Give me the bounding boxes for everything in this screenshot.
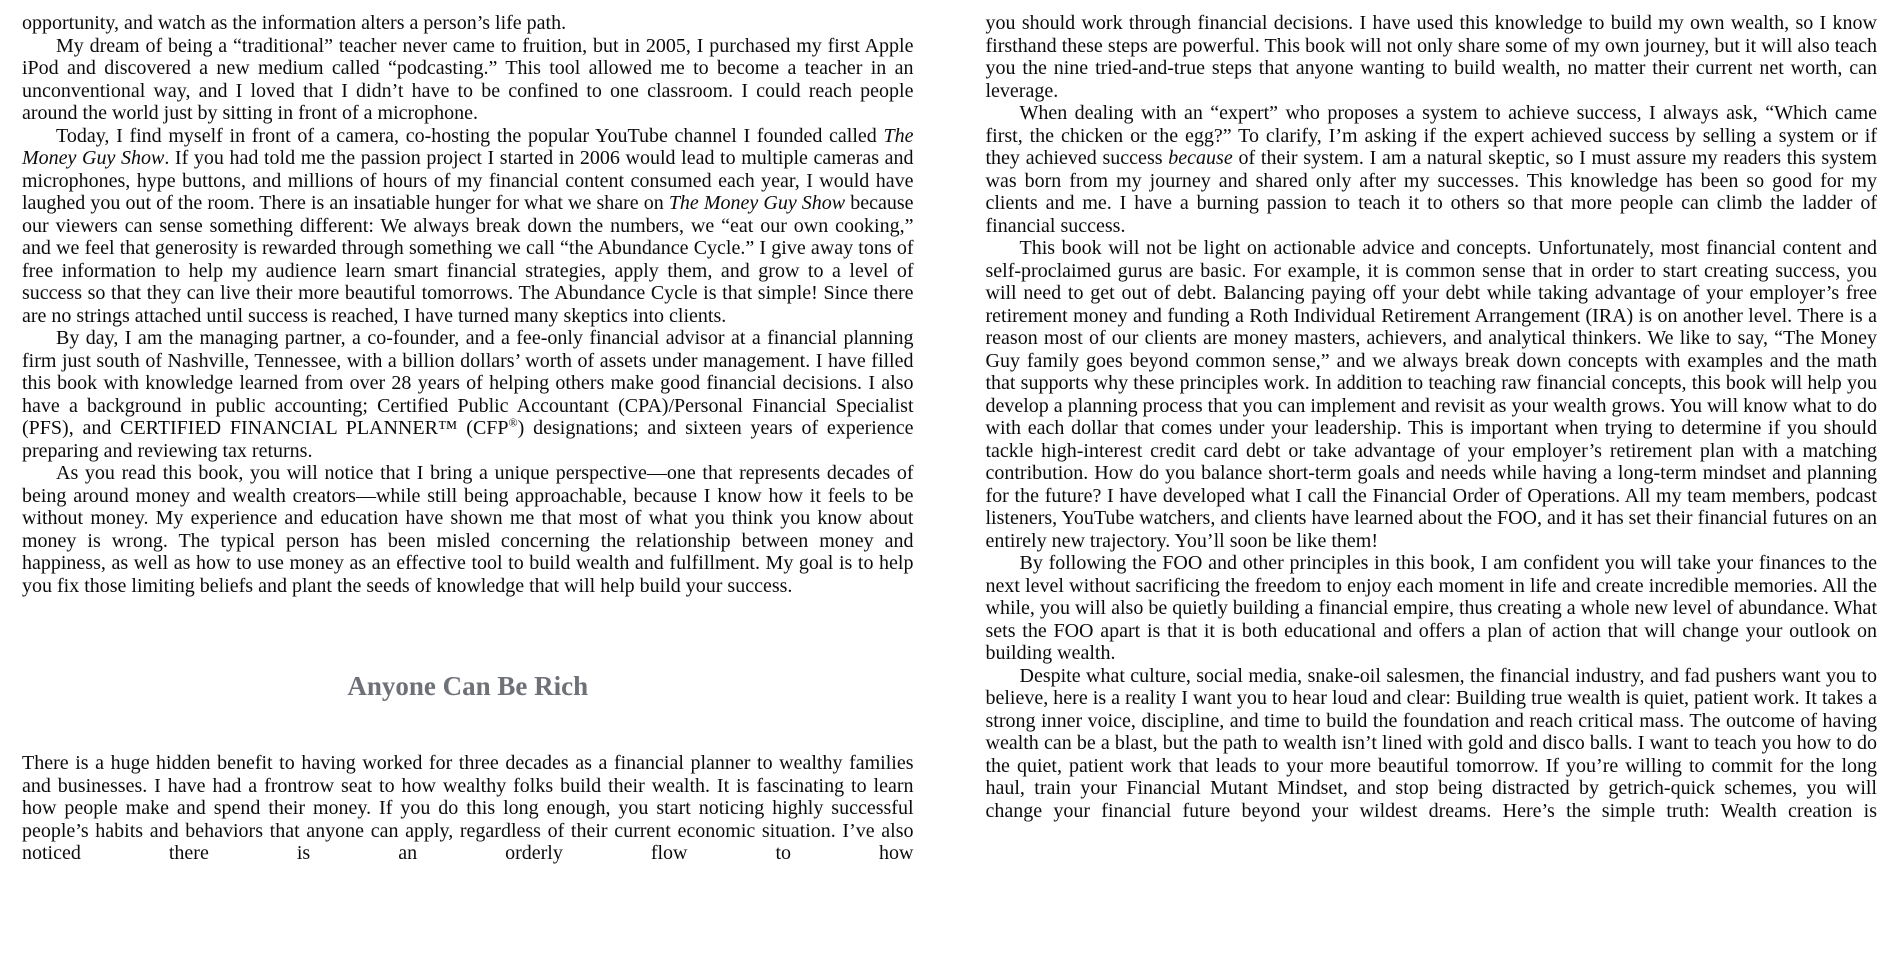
paragraph: This book will not be light on actionable advice and concepts. Unfortunately, most financial content and self-proclaimed gurus are basic. For example, it is common sense that in order to start creating success, you will need to get out of debt. Balancing paying off your debt while taking advantage of your employer’s free retirement money and funding a Roth Individual Retirement Arrangement (IRA) is on another level. There is a reason most of our clients are money masters, achievers, and analytical thinkers. We like to say, “The Money Guy family goes beyond common sense,” and we always break down concepts with examples and the math that supports why these principles work. In addition to teaching raw financial concepts, this book will help you develop a planning process that you can implement and revisit as your wealth grows. You will know what to do with each dollar that comes under your leadership. This is important when trying to determine if you should tackle high-interest credit card debt or take advantage of your employer’s retirement plan with a matching contribution. How do you balance short-term goals and needs while having a long-term mindset and planning for the future? I have developed what I call the Financial Order of Operations. All my team members, podcast listeners, YouTube watchers, and clients have learned about the FOO, and it has set their financial futures on an entirely new trajectory. You’ll soon be like them!: [985, 237, 1878, 552]
paragraph: When dealing with an “expert” who proposes a system to achieve success, I always ask, “Which came first, the chicken or the egg?” To clarify, I’m asking if the expert achieved success by selling a system or if they achieved success because of their system. I am a natural skeptic, so I must assure my readers this system was born from my journey and shared only after my successes. This knowledge has been so good for my clients and me. I have a burning passion to teach it to others so that more people can climb the ladder of financial success.: [985, 102, 1877, 237]
left-page-column: [22, 12, 914, 969]
paragraph: opportunity, and watch as the information alters a person’s life path.: [22, 12, 567, 34]
right-page-column: [986, 12, 1878, 969]
italic-text: The Money Guy Show: [668, 192, 846, 214]
superscript-symbol: ®: [508, 415, 518, 430]
paragraph: By following the FOO and other principles in this book, I am confident you will take your finances to the next level without sacrificing the freedom to enjoy each moment in life and create incredible memories. All the while, you will also be quietly building a financial empire, thus creating a whole new level of abundance. What sets the FOO apart is that it is both educational and offers a plan of action that will change your outlook on building wealth.: [985, 552, 1877, 664]
paragraph: you should work through financial decisions. I have used this knowledge to build my own wealth, so I know firsthand these steps are powerful. This book will not only share some of my own journey, but it will also teach you the nine tried-and-true steps that anyone wanting to build wealth, no matter their current net worth, can leverage.: [985, 12, 1877, 102]
paragraph: My dream of being a “traditional” teacher never came to fruition, but in 2005, I purchased my first Apple iPod and discovered a new medium called “podcasting.” This tool allowed me to become a teacher in an unconventional way, and I loved that I didn’t have to be confined to one classroom. I could reach people around the world just by sitting in front of a microphone.: [22, 34, 914, 124]
paragraph: Despite what culture, social media, snake-oil salesmen, the financial industry, and fad pushers want you to believe, here is a reality I want you to hear loud and clear: Building true wealth is quiet, patient work. It takes a strong inner voice, discipline, and time to build the foundation and reach critical mass. The outcome of having wealth can be a blast, but the path to wealth isn’t lined with gold and disco balls. I want to teach you how to do the quiet, patient work that leads to your more beautiful tomorrow. If you’re willing to commit for the long haul, train your Financial Mutant Mindset, and stop being distracted by getrich-quick schemes, you will change your financial future beyond your wildest dreams. Here’s the simple truth: Wealth creation is: [985, 664, 1877, 822]
italic-text: The Money Guy Show: [22, 124, 914, 169]
paragraph: Today, I find myself in front of a camera, co-hosting the popular YouTube channel I founded called The Money Guy Show. If you had told me the passion project I started in 2006 would lead to multiple cameras and microphones, hype buttons, and millions of hours of my financial content consumed each year, I would have laughed you out of the room. There is an insatiable hunger for what we share on The Money Guy Show because our viewers can sense something different: We always break down the numbers, we “eat our own cooking,” and we feel that generosity is rewarded through something we call “the Abundance Cycle.” I give away tons of free information to help my audience learn smart financial strategies, apply them, and grow to a level of success so that they can live their more beautiful tomorrows. The Abundance Cycle is that simple! Since there are no strings attached until success is reached, I have turned many skeptics into clients.: [22, 124, 914, 327]
paragraph: As you read this book, you will notice that I bring a unique perspective—one that represents decades of being around money and wealth creators—while still being approachable, because I know how it feels to be without money. My experience and education have shown me that most of what you think you know about money is wrong. The typical person has been misled concerning the relationship between money and happiness, as well as how to use money as an effective tool to build wealth and fulfillment. My goal is to help you fix those limiting beliefs and plant the seeds of knowledge that will help build your success.: [22, 462, 914, 597]
paragraph: By day, I am the managing partner, a co-founder, and a fee-only financial advisor at a financial planning firm just south of Nashville, Tennessee, with a billion dollars’ worth of assets under management. I have filled this book with knowledge learned from over 28 years of helping others make good financial decisions. I also have a background in public accounting; Certified Public Accountant (CPA)/Personal Financial Specialist (PFS), and CERTIFIED FINANCIAL PLANNER™ (CFP®) designations; and sixteen years of experience preparing and reviewing tax returns.: [22, 327, 914, 462]
paragraph: There is a huge hidden benefit to having worked for three decades as a financial planner to wealthy families and businesses. I have had a frontrow seat to how wealthy folks build their wealth. It is fascinating to learn how people make and spend their money. If you do this long enough, you start noticing highly successful people’s habits and behaviors that anyone can apply, regardless of their current economic situation. I’ve also noticed there is an orderly flow to how: [22, 752, 914, 864]
section-heading: Anyone Can Be Rich: [347, 671, 589, 701]
italic-text: because: [1168, 147, 1233, 169]
